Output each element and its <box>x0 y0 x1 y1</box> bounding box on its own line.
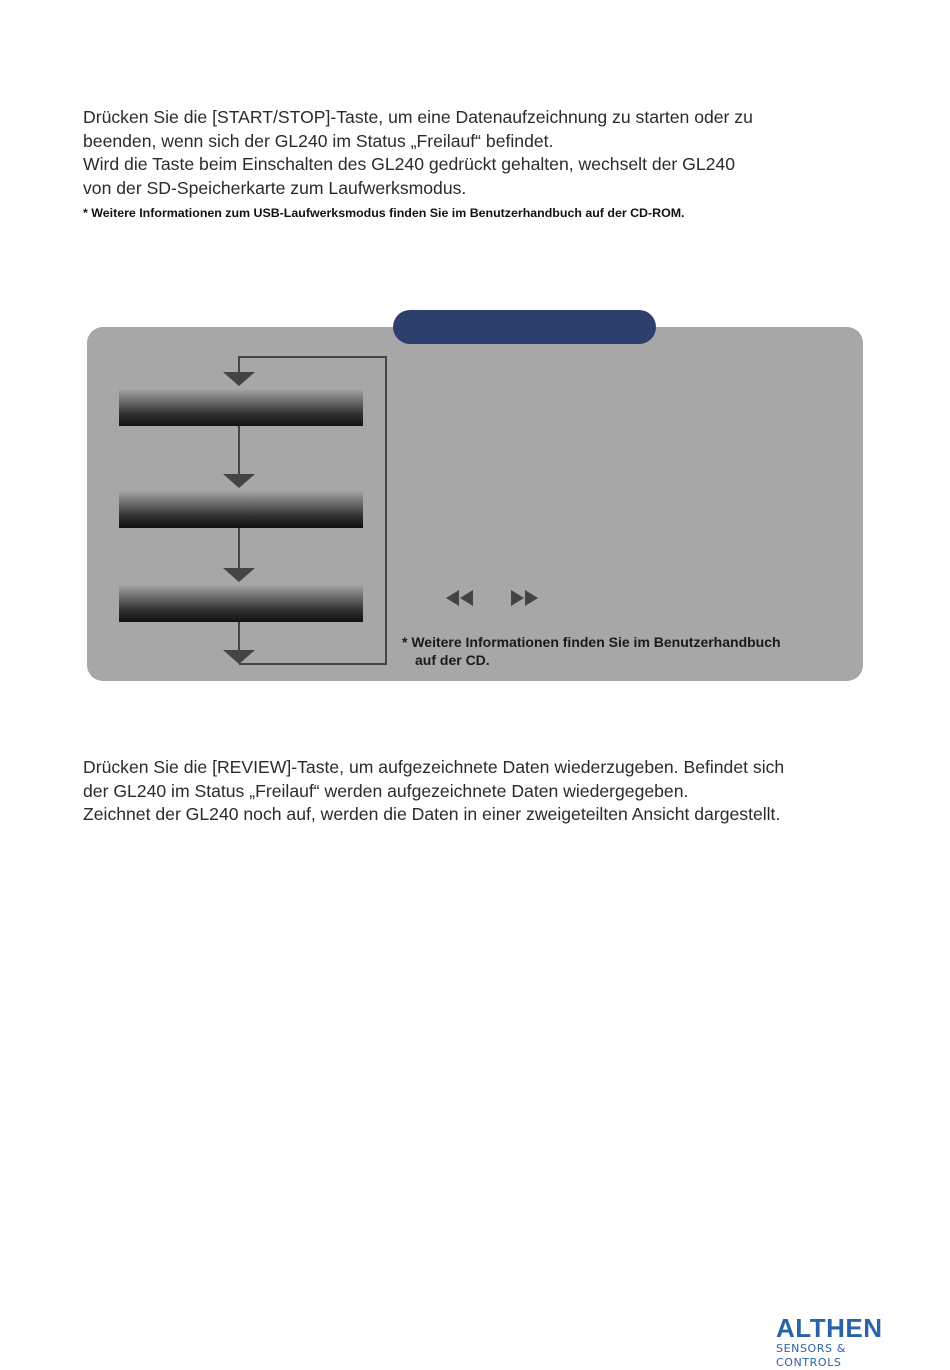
loop-line-bottom <box>239 663 387 665</box>
flow-connector <box>238 356 240 372</box>
paragraph-line: Drücken Sie die [START/STOP]-Taste, um eine Datenaufzeichnung zu starten oder zu <box>83 107 753 127</box>
flow-step-3 <box>119 584 363 622</box>
paragraph-line: Drücken Sie die [REVIEW]-Taste, um aufgezeichnete Daten wiederzugeben. Befindet sich <box>83 757 785 777</box>
paragraph-line: von der SD-Speicherkarte zum Laufwerksmodus. <box>83 177 467 198</box>
flow-connector <box>238 622 240 650</box>
flow-step-1 <box>119 388 363 426</box>
diagram-note <box>402 633 781 669</box>
paragraph-line: der GL240 im Status „Freilauf“ werden aufgezeichnete Daten wiedergegeben. <box>83 780 689 801</box>
paragraph-line: Zeichnet der GL240 noch auf, werden die Daten in einer zweigeteilten Ansicht dargestellt. <box>83 804 781 824</box>
diagram-title-tab <box>393 310 656 344</box>
althen-logo <box>776 1314 906 1370</box>
flow-arrow-down-icon <box>223 650 255 664</box>
flow-arrow-down-icon <box>223 474 255 488</box>
flow-step-2 <box>119 490 363 528</box>
flow-arrow-down-icon <box>223 568 255 582</box>
logo-tagline: SENSORS & CONTROLS <box>776 1342 846 1369</box>
paragraph-line: beenden, wenn sich der GL240 im Status „Freilauf“ befindet. <box>83 130 554 151</box>
rewind-icon <box>446 590 474 606</box>
loop-line-top <box>239 356 387 358</box>
diagram-note-line: auf der CD. <box>415 652 490 668</box>
logo-name: ALTHEN <box>776 1313 883 1343</box>
fast-forward-icon <box>511 590 539 606</box>
loop-line-right <box>385 356 387 665</box>
review-paragraph <box>83 756 784 827</box>
flow-arrow-down-icon <box>223 372 255 386</box>
paragraph-line: Wird die Taste beim Einschalten des GL240 gedrückt gehalten, wechselt der GL240 <box>83 154 735 174</box>
usb-mode-note: * Weitere Informationen zum USB-Laufwerksmodus finden Sie im Benutzerhandbuch auf der CD-ROM. <box>83 206 685 220</box>
start-stop-paragraph <box>83 106 753 200</box>
flow-connector <box>238 426 240 474</box>
flow-connector <box>238 528 240 568</box>
diagram-note-line: * Weitere Informationen finden Sie im Benutzerhandbuch <box>402 634 781 650</box>
